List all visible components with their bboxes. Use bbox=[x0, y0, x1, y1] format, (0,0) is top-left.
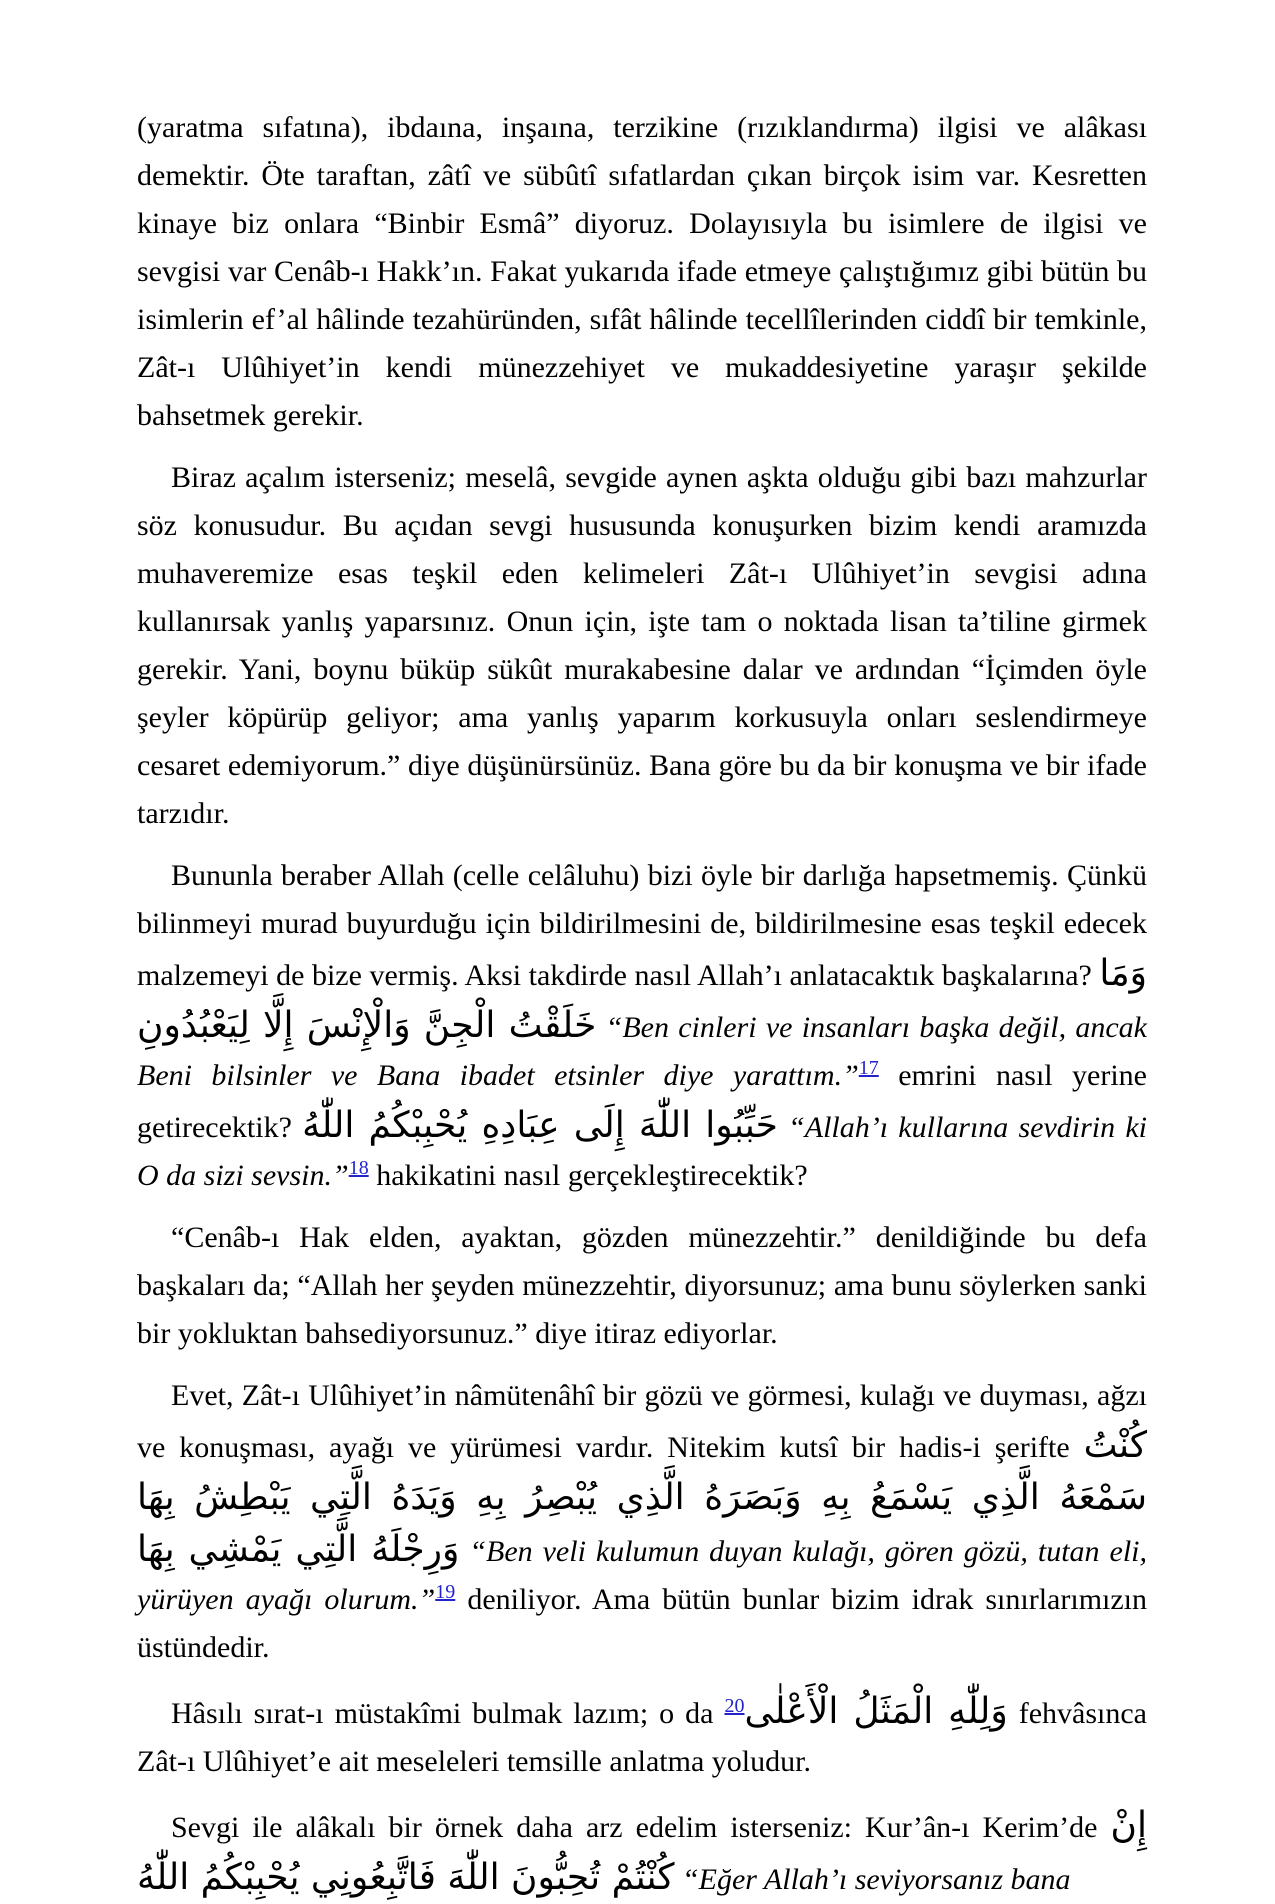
paragraph bbox=[137, 1800, 1147, 1904]
body-text: “Cenâb-ı Hak elden, ayaktan, gözden münezzehtir.” denildiğinde bu defa başkaları da; “Allah her şeyden münezzehtir, diyorsunuz; ama bunu söylerken sanki bir yokluktan bahsediyorsunuz.” diye itiraz ediyorlar. bbox=[137, 1221, 1147, 1350]
body-text: deniliyor. Ama bütün bunlar bizim idrak sınırlarımızın üstündedir. bbox=[137, 1583, 1148, 1664]
body-text: Evet, Zât-ı Ulûhiyet’in nâmütenâhî bir gözü ve görmesi, kulağı ve duyması, ağzı ve konuşması, ayağı ve yürümesi vardır. Nitekim kutsî bir hadis-i şerifte bbox=[137, 1379, 1147, 1464]
footnote-ref-19[interactable]: 19 bbox=[435, 1581, 456, 1603]
body-text: (yaratma sıfatına), ibdaına, inşaına, terzikine (rızıklandırma) ilgisi ve alâkası demektir. Öte taraftan, zâtî ve sübûtî sıfatlardan çıkan birçok isim var. Kesretten kinaye biz onlara “Binbir Esmâ” diyoruz. Dolayısıyla bu isimlere de ilgisi ve sevgisi var Cenâb-ı Hakk’ın. Fakat yukarıda ifade etmeye çalıştığımız gibi bütün bu isimlerin ef’al hâlinde tezahüründen, sıfât hâlinde tecellîlerinden ciddî bir temkinle, Zât-ı Ulûhiyet’in kendi münezzehiyet ve mukaddesiyetine yaraşır şekilde bahsetmek gerekir. bbox=[137, 111, 1147, 432]
arabic-quote-hadith-sevdirin: حَبِّبُوا اللّٰهَ إِلَى عِبَادِهِ يُحْبِبْكُمُ اللّٰهُ bbox=[302, 1105, 778, 1146]
quote-translation: “Ben veli kulumun duyan kulağı, gören gözü, tutan eli, yürüyen ayağı olurum.” bbox=[137, 1535, 1148, 1616]
body-text: Sevgi ile alâkalı bir örnek daha arz edelim isterseniz: Kur’ân-ı Kerim’de bbox=[171, 1811, 1111, 1844]
body-text: hakikatini nasıl gerçekleştirecektik? bbox=[376, 1159, 808, 1192]
body-text: Biraz açalım isterseniz; meselâ, sevgide aynen aşkta olduğu gibi bazı mahzurlar söz konusudur. Bu açıdan sevgi hususunda konuşurken bizim kendi aramızda muhaveremize esas teşkil eden kelimeleri Zât-ı Ulûhiyet’in sevgisi adına kullanırsak yanlış yaparsınız. Onun için, işte tam o noktada lisan ta’tiline girmek gerekir. Yani, boynu büküp sükût murakabesine dalar ve ardından “İçimden öyle şeyler köpürüp geliyor; ama yanlış yaparım korkusuyla onları seslendirmeye cesaret edemiyorum.” diye düşünürsünüz. Bana göre bu da bir konuşma ve bir ifade tarzıdır. bbox=[137, 461, 1147, 830]
body-text: emrini nasıl yerine getirecektik? bbox=[137, 1059, 1147, 1144]
paragraph bbox=[137, 454, 1147, 838]
paragraph bbox=[137, 1214, 1147, 1358]
footnote-ref-17[interactable]: 17 bbox=[858, 1057, 879, 1079]
footnote-ref-18[interactable]: 18 bbox=[348, 1157, 369, 1179]
arabic-quote-quran-alimran: إِنْ كُنْتُمْ تُحِبُّونَ اللّٰهَ فَاتَّبِعُونِي يُحْبِبْكُمُ اللّٰهُ bbox=[137, 1805, 1147, 1898]
body-text: fehvâsınca Zât-ı Ulûhiyet’e ait meseleleri temsille anlatma yoludur. bbox=[137, 1697, 1147, 1778]
quote-translation: “Ben cinleri ve insanları başka değil, ancak Beni bilsinler ve Bana ibadet etsinler diye yarattım.” bbox=[137, 1011, 1147, 1092]
body-text: Hâsılı sırat-ı müstakîmi bulmak lazım; o da bbox=[171, 1697, 725, 1730]
paragraph bbox=[137, 1372, 1147, 1672]
arabic-quote-hadith-kudsi: كُنْتُ سَمْعَهُ الَّذِي يَسْمَعُ بِهِ وَبَصَرَهُ الَّذِي يُبْصِرُ بِهِ وَيَدَهُ الَّتِي يَبْطِشُ بِهَا وَرِجْلَهُ الَّتِي يَمْشِي بِهَا bbox=[137, 1425, 1147, 1570]
quote-translation: “Eğer Allah’ı seviyorsanız bana bbox=[681, 1863, 1071, 1896]
paragraph bbox=[137, 852, 1147, 1200]
arabic-quote-quran-nahl: وَلِلّٰهِ الْمَثَلُ الْأَعْلٰى bbox=[744, 1691, 1008, 1732]
arabic-quote-quran-zariyat: وَمَا خَلَقْتُ الْجِنَّ وَالْإِنْسَ إِلَّا لِيَعْبُدُونِ bbox=[137, 953, 1147, 1046]
paragraph bbox=[137, 1686, 1147, 1786]
quote-translation: “Allah’ı kullarına sevdirin ki O da sizi sevsin.” bbox=[137, 1111, 1148, 1192]
paragraph bbox=[137, 104, 1147, 440]
body-text: Bununla beraber Allah (celle celâluhu) bizi öyle bir darlığa hapsetmemiş. Çünkü bilinmeyi murad buyurduğu için bildirilmesini de, bildirilmesine esas teşkil edecek malzemeyi de bize vermiş. Aksi takdirde nasıl Allah’ı anlatacaktık başkalarına? bbox=[137, 859, 1147, 992]
footnote-ref-20[interactable]: 20 bbox=[724, 1695, 745, 1717]
